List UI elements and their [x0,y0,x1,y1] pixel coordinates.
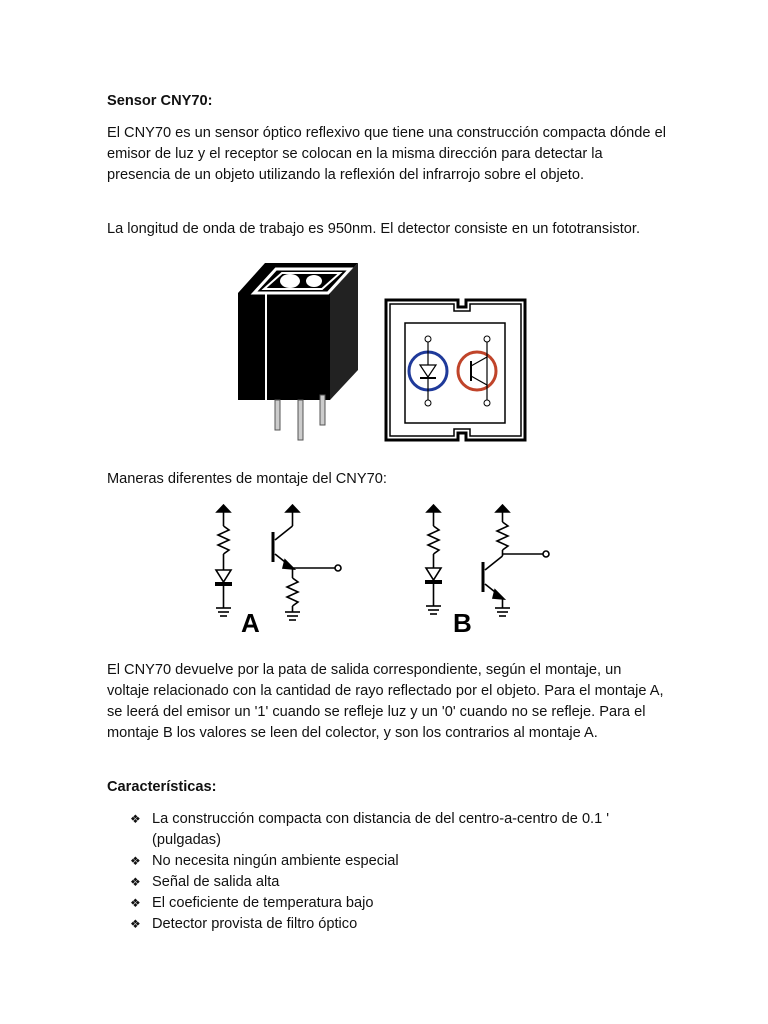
mounting-title: Maneras diferentes de montaje del CNY70: [107,471,387,487]
detector-phototransistor-icon [458,352,496,390]
diamond-bullet-icon: ❖ [130,875,141,889]
diamond-bullet-icon: ❖ [130,812,141,826]
diamond-bullet-icon: ❖ [130,854,141,868]
list-item [130,872,650,893]
circuit-b [425,505,549,616]
mounting-circuits-figure [205,498,565,638]
list-item [130,809,650,851]
sensor-symbol-illustration [386,300,525,440]
label-a: A [241,608,260,638]
list-item [130,893,650,914]
circuit-a [215,505,341,620]
sensor-body-illustration [238,263,358,440]
heading: Sensor CNY70: [107,93,213,109]
cny70-package-figure [230,255,530,445]
feature-text: La construcción compacta con distancia de del centro-a-centro de 0.1 ' (pulgadas) [152,811,610,848]
feature-text: El coeficiente de temperatura bajo [152,895,374,911]
features-title: Características: [107,779,217,795]
list-item [130,914,650,935]
paragraph-wavelength: La longitud de onda de trabajo es 950nm. El detector consiste en un fototransistor. [107,221,641,237]
label-b: B [453,608,472,638]
features-list [130,809,650,935]
feature-text: Detector provista de filtro óptico [152,916,358,932]
diamond-bullet-icon: ❖ [130,896,141,910]
feature-text: No necesita ningún ambiente especial [152,853,399,869]
feature-text: Señal de salida alta [152,874,280,890]
paragraph-output: El CNY70 devuelve por la pata de salida correspondiente, según el montaje, un voltaje relacionado con la cantidad de rayo reflectado por el objeto. Para el montaje A, se leerá del emisor un '1' cuando se refleje luz y un '0' cuando no se refleje. Para el montaje B los valores se leen del colector, y son los contrarios al montaje A. [107,662,664,741]
paragraph-intro: El CNY70 es un sensor óptico reflexivo que tiene una construcción compacta dónde el emisor de luz y el receptor se colocan en la misma dirección para detectar la presencia de un objeto utilizando la reflexión del infrarrojo sobre el objeto. [107,125,666,183]
diamond-bullet-icon: ❖ [130,917,141,931]
list-item [130,851,650,872]
